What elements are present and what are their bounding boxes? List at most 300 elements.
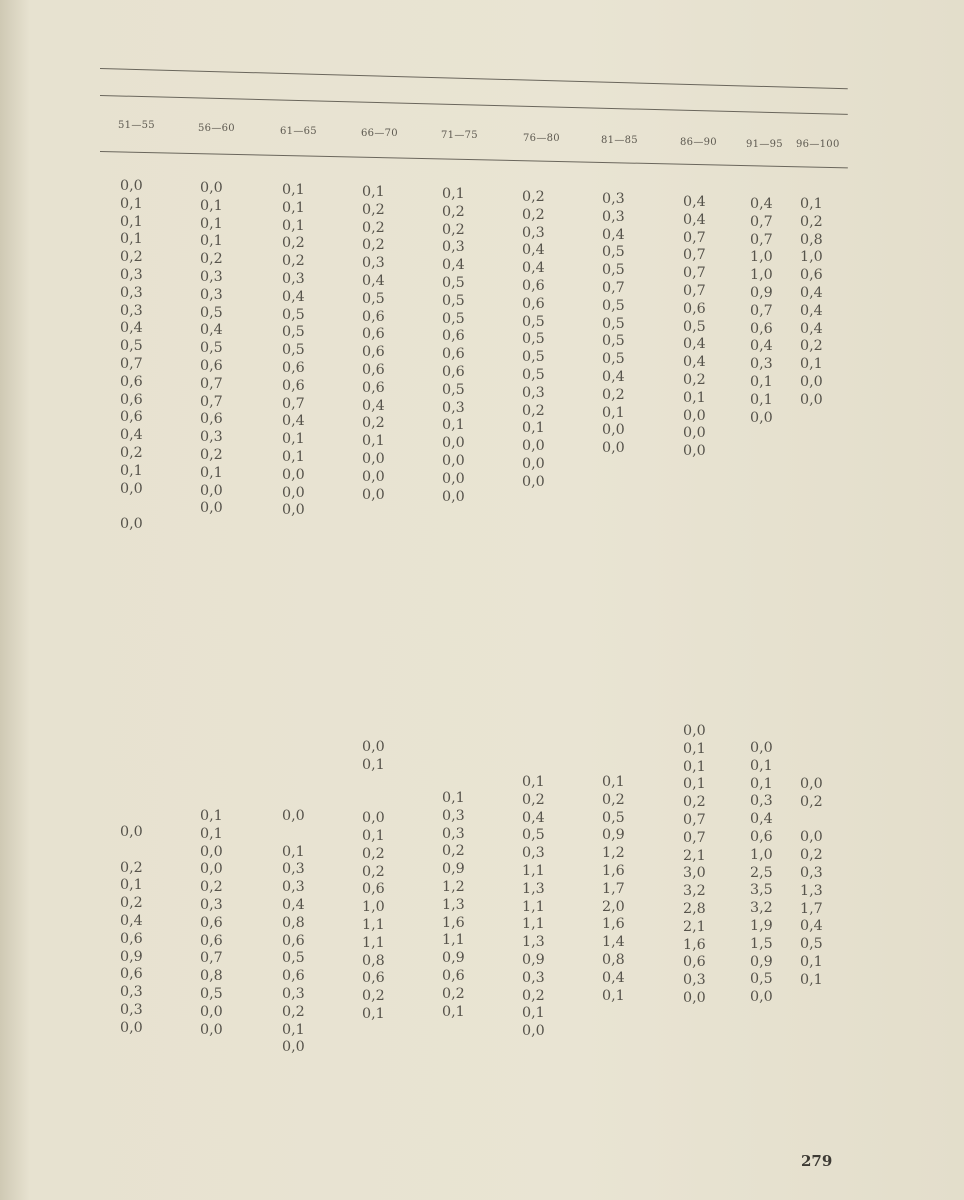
- table-cell: 0,6: [282, 377, 305, 394]
- table-cell: 0,6: [362, 361, 385, 378]
- table-cell: 0,3: [200, 896, 223, 913]
- table-cell: 0,3: [750, 793, 773, 810]
- table-cell: 0,7: [750, 213, 773, 230]
- top-column: [522, 189, 582, 492]
- table-cell: 0,4: [800, 302, 823, 319]
- table-cell: 0,6: [442, 363, 465, 380]
- bottom-column: [362, 739, 422, 1024]
- table-cell: 1,9: [750, 917, 773, 934]
- table-cell: 0,0: [522, 438, 545, 455]
- table-cell: 0,0: [522, 473, 545, 490]
- table-cell: 0,5: [442, 310, 465, 327]
- table-cell: 0,4: [602, 969, 625, 986]
- table-cell: 0,0: [750, 989, 773, 1006]
- bottom-column: [522, 774, 582, 1041]
- table-cell: 0,2: [362, 863, 385, 880]
- table-cell: 0,8: [362, 952, 385, 969]
- table-cell: [282, 826, 342, 844]
- table-cell: 0,2: [800, 338, 823, 355]
- table-cell: 0,1: [750, 373, 773, 390]
- table-cell: 0,9: [750, 953, 773, 970]
- column-header: 91—95: [746, 139, 783, 150]
- table-cell: 0,4: [442, 257, 465, 274]
- table-cell: 0,3: [602, 191, 625, 207]
- table-cell: 0,5: [282, 306, 305, 323]
- table-cell: 0,6: [683, 954, 706, 971]
- table-cell: 0,7: [683, 247, 706, 264]
- table-cell: 0,6: [442, 346, 465, 363]
- table-cell: 0,3: [522, 384, 545, 401]
- table-cell: 1,1: [522, 898, 545, 915]
- table-cell: 0,6: [120, 930, 143, 947]
- top-column: [120, 178, 180, 534]
- top-column: [683, 194, 743, 461]
- table-cell: 0,4: [683, 194, 706, 210]
- table-cell: 0,4: [683, 336, 706, 353]
- table-cell: 0,2: [282, 235, 305, 252]
- table-cell: 0,3: [120, 266, 143, 283]
- table-cell: 0,2: [800, 847, 823, 864]
- table-cell: 1,0: [750, 267, 773, 284]
- table-cell: 0,0: [800, 373, 823, 390]
- table-cell: 0,2: [120, 444, 143, 461]
- table-cell: 1,0: [362, 899, 385, 916]
- table-cell: 0,0: [282, 1039, 305, 1056]
- table-cell: 0,0: [200, 482, 223, 499]
- table-cell: 1,7: [800, 900, 823, 917]
- table-cell: 0,1: [282, 182, 305, 198]
- table-cell: 0,5: [442, 274, 465, 291]
- table-cell: 1,3: [522, 934, 545, 951]
- table-cell: 0,3: [522, 224, 545, 241]
- table-cell: 0,4: [282, 413, 305, 430]
- table-cell: 0,5: [683, 318, 706, 335]
- table-cell: 0,0: [800, 391, 823, 408]
- top-column: [200, 180, 260, 518]
- header-bottom-rule: [100, 151, 848, 168]
- table-cell: 0,0: [362, 468, 385, 485]
- table-cell: 0,2: [120, 895, 143, 912]
- table-cell: 0,9: [750, 284, 773, 301]
- table-cell: 0,0: [200, 180, 223, 196]
- bottom-column: [120, 824, 180, 1038]
- table-cell: 0,4: [120, 427, 143, 444]
- table-cell: 0,2: [522, 987, 545, 1004]
- table-cell: 0,3: [522, 845, 545, 862]
- table-cell: 0,3: [683, 972, 706, 989]
- table-cell: 0,0: [800, 776, 823, 792]
- top-column: [442, 186, 502, 506]
- table-cell: 0,0: [683, 723, 706, 739]
- table-cell: 0,1: [442, 1003, 465, 1020]
- table-cell: 0,7: [683, 229, 706, 246]
- table-cell: 0,0: [362, 486, 385, 503]
- table-cell: 0,3: [120, 284, 143, 301]
- table-cell: 0,6: [683, 300, 706, 317]
- table-cell: 0,2: [362, 237, 385, 254]
- column-header: 66—70: [361, 128, 398, 139]
- table-cell: [362, 792, 422, 810]
- table-cell: 0,2: [522, 402, 545, 419]
- table-cell: 1,0: [800, 249, 823, 266]
- table-cell: 0,4: [750, 196, 773, 212]
- table-cell: 0,0: [683, 443, 706, 460]
- top-rule: [100, 68, 848, 89]
- table-cell: 0,4: [362, 397, 385, 414]
- table-cell: 0,1: [442, 790, 465, 806]
- table-cell: 0,1: [282, 448, 305, 465]
- table-cell: 1,3: [442, 896, 465, 913]
- table-cell: 0,1: [800, 196, 823, 212]
- table-cell: 0,5: [522, 331, 545, 348]
- table-cell: 0,2: [442, 985, 465, 1002]
- table-cell: 0,6: [200, 411, 223, 428]
- table-cell: 0,0: [200, 500, 223, 517]
- table-cell: 0,1: [750, 757, 773, 774]
- table-cell: 0,2: [602, 386, 625, 403]
- table-cell: 0,1: [602, 404, 625, 421]
- table-cell: 1,1: [362, 916, 385, 933]
- table-cell: 0,1: [282, 843, 305, 860]
- table-cell: 0,0: [120, 824, 143, 840]
- table-cell: [120, 842, 180, 860]
- table-cell: 0,4: [120, 912, 143, 929]
- table-cell: 0,3: [282, 861, 305, 878]
- table-cell: 0,2: [522, 189, 545, 205]
- table-cell: 3,5: [750, 882, 773, 899]
- table-cell: 0,0: [442, 470, 465, 487]
- table-cell: 0,6: [282, 932, 305, 949]
- table-cell: 0,5: [200, 340, 223, 357]
- table-cell: 0,2: [683, 794, 706, 811]
- table-cell: 0,7: [602, 279, 625, 296]
- table-cell: 0,0: [120, 1019, 143, 1036]
- table-cell: 0,1: [683, 776, 706, 793]
- table-cell: 0,1: [120, 231, 143, 248]
- table-cell: 0,0: [282, 484, 305, 501]
- table-cell: 0,1: [800, 953, 823, 970]
- table-cell: 0,5: [200, 304, 223, 321]
- column-header: 81—85: [601, 135, 638, 146]
- table-cell: 0,7: [750, 231, 773, 248]
- table-cell: 0,8: [602, 951, 625, 968]
- table-cell: 0,0: [120, 480, 143, 497]
- table-cell: 0,0: [602, 440, 625, 457]
- table-cell: 0,6: [120, 409, 143, 426]
- table-cell: 0,1: [683, 758, 706, 775]
- table-cell: 0,8: [800, 231, 823, 248]
- table-cell: 0,0: [522, 1023, 545, 1040]
- table-cell: 0,4: [683, 354, 706, 371]
- table-cell: 0,4: [750, 338, 773, 355]
- bottom-column: [442, 790, 502, 1021]
- table-cell: 0,0: [282, 502, 305, 519]
- table-cell: 0,6: [362, 379, 385, 396]
- table-cell: 0,1: [200, 233, 223, 250]
- table-cell: [362, 775, 422, 793]
- table-cell: 0,2: [800, 213, 823, 230]
- table-cell: 0,6: [362, 326, 385, 343]
- table-cell: 0,6: [120, 391, 143, 408]
- column-header: 76—80: [523, 133, 560, 144]
- bottom-column: [602, 774, 662, 1005]
- table-cell: 0,1: [602, 987, 625, 1004]
- table-cell: 0,5: [522, 827, 545, 844]
- table-cell: 0,2: [362, 219, 385, 236]
- table-cell: 0,4: [750, 811, 773, 828]
- table-cell: 0,5: [602, 244, 625, 261]
- table-cell: 0,1: [200, 215, 223, 232]
- bottom-column: [800, 776, 860, 990]
- table-cell: 0,5: [522, 366, 545, 383]
- column-header: 86—90: [680, 137, 717, 148]
- table-cell: 0,1: [683, 740, 706, 757]
- table-cell: 0,5: [442, 381, 465, 398]
- table-cell: 0,5: [522, 349, 545, 366]
- table-cell: 0,1: [800, 356, 823, 373]
- table-cell: 0,5: [750, 971, 773, 988]
- top-column: [602, 191, 662, 458]
- table-cell: 0,7: [200, 950, 223, 967]
- table-cell: 0,8: [200, 968, 223, 985]
- table-cell: 0,7: [683, 265, 706, 282]
- table-cell: 0,6: [750, 320, 773, 337]
- table-cell: 0,2: [683, 371, 706, 388]
- table-cell: 0,4: [282, 896, 305, 913]
- table-cell: 0,0: [602, 422, 625, 439]
- table-cell: 3,2: [750, 900, 773, 917]
- table-cell: 0,3: [442, 239, 465, 256]
- table-cell: 0,2: [442, 221, 465, 238]
- page-number: 279: [801, 1152, 833, 1170]
- table-cell: 0,1: [800, 971, 823, 988]
- table-cell: 0,6: [442, 967, 465, 984]
- table-cell: 0,0: [750, 740, 773, 756]
- table-cell: 0,6: [800, 267, 823, 284]
- table-cell: 1,5: [750, 935, 773, 952]
- column-header: 96—100: [796, 139, 840, 150]
- table-cell: 0,1: [602, 774, 625, 790]
- table-cell: 1,2: [442, 878, 465, 895]
- table-cell: 0,3: [282, 985, 305, 1002]
- column-header: 61—65: [280, 126, 317, 137]
- table-cell: 0,5: [602, 262, 625, 279]
- table-cell: 0,4: [522, 242, 545, 259]
- table-cell: 1,1: [442, 932, 465, 949]
- table-cell: 0,1: [120, 195, 143, 212]
- bottom-column: [282, 808, 342, 1057]
- table-cell: 0,0: [362, 450, 385, 467]
- table-cell: 0,1: [282, 199, 305, 216]
- table-cell: 0,4: [362, 272, 385, 289]
- table-cell: 0,0: [683, 407, 706, 424]
- table-cell: 0,4: [282, 288, 305, 305]
- table-cell: 0,1: [362, 433, 385, 450]
- table-cell: 0,5: [120, 338, 143, 355]
- table-cell: 0,4: [120, 320, 143, 337]
- table-cell: 0,5: [282, 950, 305, 967]
- table-cell: 0,5: [602, 809, 625, 826]
- table-cell: 0,0: [683, 989, 706, 1006]
- table-cell: 0,5: [522, 313, 545, 330]
- table-cell: 2,5: [750, 864, 773, 881]
- table-cell: 1,1: [522, 916, 545, 933]
- table-cell: 0,3: [602, 208, 625, 225]
- table-cell: 0,6: [442, 328, 465, 345]
- table-cell: 3,0: [683, 865, 706, 882]
- table-cell: 0,4: [683, 211, 706, 228]
- table-cell: [800, 812, 860, 830]
- table-cell: 0,3: [282, 270, 305, 287]
- table-cell: 0,2: [602, 791, 625, 808]
- table-cell: 0,6: [120, 373, 143, 390]
- table-cell: 0,2: [800, 793, 823, 810]
- table-cell: 0,5: [602, 333, 625, 350]
- column-header: 56—60: [198, 123, 235, 134]
- table-cell: 0,1: [200, 464, 223, 481]
- table-cell: 1,1: [362, 934, 385, 951]
- table-cell: 0,5: [200, 985, 223, 1002]
- table-cell: 2,8: [683, 900, 706, 917]
- table-cell: 0,1: [362, 756, 385, 773]
- table-cell: 0,1: [362, 1005, 385, 1022]
- table-cell: 0,3: [282, 879, 305, 896]
- table-cell: 0,3: [442, 825, 465, 842]
- table-cell: 0,5: [602, 351, 625, 368]
- table-cell: 0,4: [800, 284, 823, 301]
- table-cell: 0,5: [442, 292, 465, 309]
- table-cell: 0,4: [522, 809, 545, 826]
- bottom-column: [200, 808, 260, 1039]
- table-cell: 0,5: [282, 324, 305, 341]
- top-column: [800, 196, 860, 410]
- table-cell: 0,0: [120, 516, 143, 533]
- table-cell: 0,6: [522, 277, 545, 294]
- table-cell: 0,0: [750, 409, 773, 426]
- table-cell: 0,5: [362, 290, 385, 307]
- bottom-column: [683, 723, 743, 1008]
- table-cell: 0,9: [120, 948, 143, 965]
- table-cell: 0,3: [750, 356, 773, 373]
- table-cell: 0,6: [362, 881, 385, 898]
- table-cell: 0,2: [200, 251, 223, 268]
- table-cell: 0,1: [750, 391, 773, 408]
- table-cell: 0,7: [120, 355, 143, 372]
- table-cell: [120, 498, 180, 516]
- table-cell: 0,7: [683, 829, 706, 846]
- table-cell: 0,1: [362, 184, 385, 200]
- table-cell: 0,0: [683, 425, 706, 442]
- table-cell: 2,1: [683, 918, 706, 935]
- table-cell: 1,7: [602, 880, 625, 897]
- table-cell: 0,5: [800, 936, 823, 953]
- table-cell: 0,6: [750, 828, 773, 845]
- table-cell: 0,4: [800, 320, 823, 337]
- table-cell: 0,0: [200, 843, 223, 860]
- table-cell: 0,3: [120, 302, 143, 319]
- table-cell: 1,2: [602, 845, 625, 862]
- column-header: 51—55: [118, 120, 155, 131]
- table-cell: 0,7: [750, 302, 773, 319]
- table-cell: 0,5: [602, 315, 625, 332]
- table-cell: 0,1: [200, 197, 223, 214]
- table-cell: 0,7: [200, 375, 223, 392]
- table-cell: 0,2: [522, 791, 545, 808]
- table-cell: 0,0: [442, 452, 465, 469]
- table-cell: 0,6: [200, 914, 223, 931]
- table-cell: 0,6: [282, 968, 305, 985]
- table-cell: 0,3: [522, 969, 545, 986]
- table-cell: 0,1: [200, 825, 223, 842]
- table-cell: 0,7: [282, 395, 305, 412]
- table-cell: 0,2: [522, 206, 545, 223]
- table-cell: 0,1: [683, 389, 706, 406]
- table-cell: 1,6: [602, 916, 625, 933]
- table-cell: 0,7: [683, 811, 706, 828]
- table-cell: 0,5: [282, 342, 305, 359]
- table-cell: 1,1: [522, 862, 545, 879]
- table-cell: 0,0: [362, 810, 385, 827]
- table-cell: 0,5: [602, 297, 625, 314]
- table-cell: 0,2: [442, 843, 465, 860]
- table-cell: 0,0: [282, 808, 305, 824]
- table-cell: 1,3: [800, 882, 823, 899]
- table-cell: 0,1: [282, 431, 305, 448]
- table-cell: 0,3: [200, 286, 223, 303]
- table-cell: 0,4: [602, 226, 625, 243]
- table-cell: 0,0: [200, 861, 223, 878]
- table-cell: 0,0: [200, 1003, 223, 1020]
- table-cell: 0,9: [602, 827, 625, 844]
- table-cell: 0,2: [120, 249, 143, 266]
- table-cell: 0,2: [442, 203, 465, 220]
- table-cell: 0,6: [120, 966, 143, 983]
- table-cell: 0,2: [200, 446, 223, 463]
- table-cell: 0,9: [442, 950, 465, 967]
- table-cell: 0,1: [200, 808, 223, 824]
- table-cell: 1,6: [602, 862, 625, 879]
- table-cell: 0,0: [442, 435, 465, 452]
- table-cell: 0,3: [800, 864, 823, 881]
- table-cell: 0,1: [282, 1021, 305, 1038]
- table-cell: 0,2: [282, 1003, 305, 1020]
- table-cell: 0,2: [120, 859, 143, 876]
- table-cell: 0,1: [362, 827, 385, 844]
- table-cell: 0,2: [362, 988, 385, 1005]
- table-cell: 0,4: [800, 918, 823, 935]
- table-cell: 0,3: [442, 807, 465, 824]
- table-cell: 0,1: [522, 774, 545, 790]
- table-cell: 0,6: [522, 295, 545, 312]
- table-cell: 0,0: [282, 466, 305, 483]
- table-cell: 0,1: [120, 877, 143, 894]
- table-cell: 0,0: [442, 488, 465, 505]
- table-cell: 0,6: [362, 344, 385, 361]
- table-cell: 1,4: [602, 934, 625, 951]
- column-header: 71—75: [441, 130, 478, 141]
- table-cell: 0,6: [362, 970, 385, 987]
- table-cell: 0,0: [200, 1021, 223, 1038]
- table-cell: 1,0: [750, 249, 773, 266]
- table-cell: 0,1: [442, 186, 465, 202]
- table-cell: 1,6: [442, 914, 465, 931]
- table-cell: 0,6: [200, 357, 223, 374]
- table-cell: 0,6: [362, 308, 385, 325]
- table-cell: 0,9: [522, 951, 545, 968]
- table-cell: 0,8: [282, 914, 305, 931]
- header-top-rule: [100, 95, 848, 115]
- table-cell: 0,1: [522, 1005, 545, 1022]
